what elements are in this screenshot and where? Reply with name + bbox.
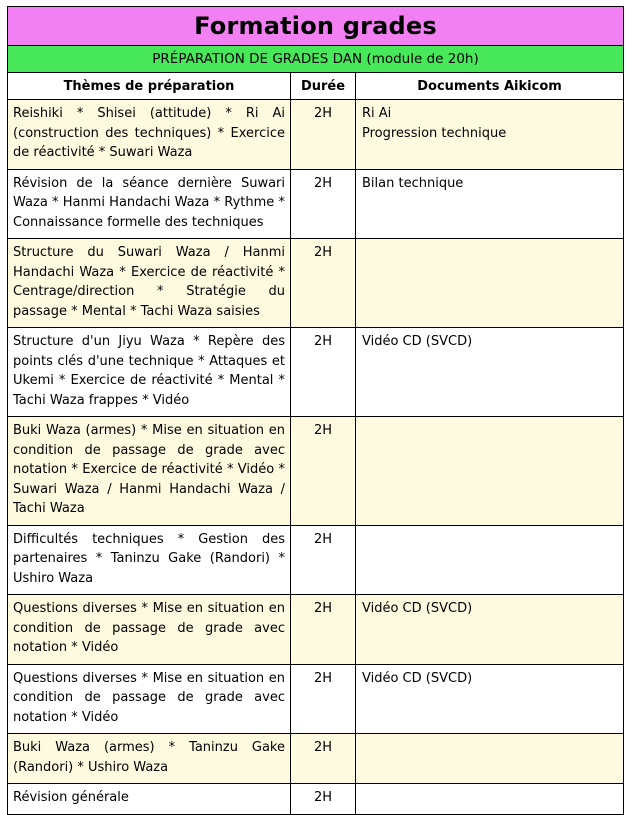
grades-table: [7, 6, 624, 815]
table-row: [8, 239, 624, 328]
theme-cell: Buki Waza (armes) * Taninzu Gake (Randori) * Ushiro Waza: [8, 734, 291, 784]
theme-cell: Questions diverses * Mise en situation en condition de passage de grade avec notation * Vidéo: [8, 595, 291, 665]
duration-cell: 2H: [291, 239, 356, 328]
documents-cell: [356, 595, 624, 665]
theme-cell: Structure du Suwari Waza / Hanmi Handachi Waza * Exercice de réactivité * Centrage/direction * Stratégie du passage * Mental * Tachi Waza saisies: [8, 239, 291, 328]
theme-cell: Révision de la séance dernière Suwari Waza * Hanmi Handachi Waza * Rythme * Connaissance formelle des techniques: [8, 169, 291, 239]
duration-cell: 2H: [291, 525, 356, 595]
documents-cell: [356, 328, 624, 417]
table-row: [8, 169, 624, 239]
theme-cell: Buki Waza (armes) * Mise en situation en condition de passage de grade avec notation * Exercice de réactivité * Vidéo * Suwari Waza / Hanmi Handachi Waza / Tachi Waza: [8, 417, 291, 526]
duration-cell: 2H: [291, 100, 356, 170]
table-body: [8, 100, 624, 815]
header-documents: Documents Aikicom: [356, 73, 624, 100]
theme-cell: Reishiki * Shisei (attitude) * Ri Ai (construction des techniques) * Exercice de réactivité * Suwari Waza: [8, 100, 291, 170]
document-item: Progression technique: [362, 125, 507, 141]
theme-cell: Structure d'un Jiyu Waza * Repère des points clés d'une technique * Attaques et Ukemi * Exercice de réactivité * Mental * Tachi Waza frappes * Vidéo: [8, 328, 291, 417]
formation-grades-document: [7, 6, 623, 815]
documents-cell: [356, 784, 624, 815]
documents-cell: [356, 734, 624, 784]
documents-cell: [356, 417, 624, 526]
documents-cell: [356, 100, 624, 170]
duration-cell: 2H: [291, 734, 356, 784]
table-row: [8, 417, 624, 526]
documents-cell: [356, 169, 624, 239]
theme-cell: Questions diverses * Mise en situation en condition de passage de grade avec notation * Vidéo: [8, 664, 291, 734]
header-themes: Thèmes de préparation: [8, 73, 291, 100]
duration-cell: 2H: [291, 784, 356, 815]
duration-cell: 2H: [291, 664, 356, 734]
document-item: Vidéo CD (SVCD): [362, 601, 473, 616]
theme-cell: Difficultés techniques * Gestion des partenaires * Taninzu Gake (Randori) * Ushiro Waza: [8, 525, 291, 595]
documents-cell: [356, 525, 624, 595]
duration-cell: 2H: [291, 595, 356, 665]
table-row: [8, 100, 624, 170]
documents-cell: [356, 664, 624, 734]
duration-cell: 2H: [291, 328, 356, 417]
duration-cell: 2H: [291, 417, 356, 526]
header-duration: Durée: [291, 73, 356, 100]
table-row: [8, 595, 624, 665]
theme-cell: Révision générale: [8, 784, 291, 815]
duration-cell: 2H: [291, 169, 356, 239]
table-row: [8, 328, 624, 417]
table-row: [8, 784, 624, 815]
module-subtitle: PRÉPARATION DE GRADES DAN (module de 20h): [8, 46, 624, 73]
document-item: Vidéo CD (SVCD): [362, 670, 473, 686]
documents-cell: [356, 239, 624, 328]
document-item: Ri Ai: [362, 106, 392, 121]
table-row: [8, 525, 624, 595]
table-row: [8, 734, 624, 784]
page-title: Formation grades: [8, 7, 624, 46]
document-item: Vidéo CD (SVCD): [362, 334, 473, 349]
table-row: [8, 664, 624, 734]
document-item: Bilan technique: [362, 175, 464, 191]
